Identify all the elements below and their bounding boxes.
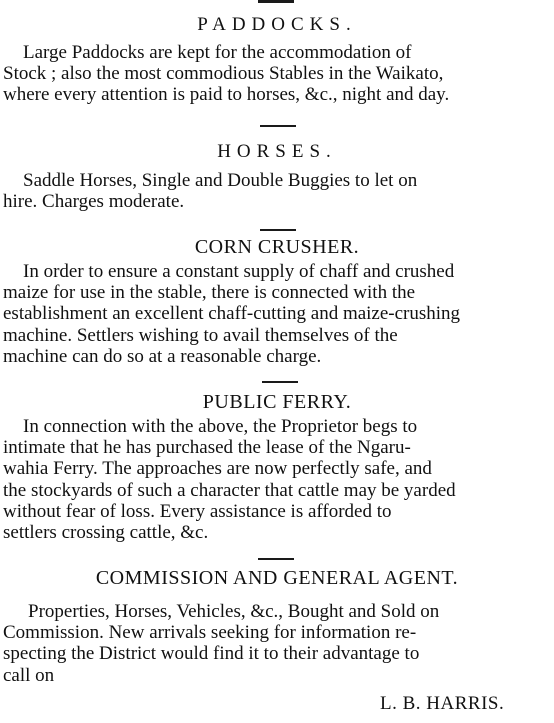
public-ferry-line: wahia Ferry. The approaches are now perfectly safe, and	[3, 458, 432, 480]
public-ferry-line: settlers crossing cattle, &c.	[3, 522, 209, 544]
commission-paragraph	[3, 601, 554, 686]
paddocks-line: where every attention is paid to horses, &c., night and day.	[3, 84, 450, 106]
section-divider	[262, 381, 298, 383]
corn-crusher-line: maize for use in the stable, there is connected with the	[3, 282, 416, 304]
paddocks-heading: PADDOCKS.	[197, 14, 357, 35]
top-divider	[258, 0, 294, 3]
paddocks-line: Large Paddocks are kept for the accommodation of	[23, 42, 412, 63]
section-divider	[260, 229, 296, 231]
commission-line: call on	[3, 664, 55, 686]
signature: L. B. HARRIS.	[380, 693, 505, 714]
public-ferry-line: In connection with the above, the Proprietor begs to	[23, 416, 418, 437]
corn-crusher-line: machine can do so at a reasonable charge.	[3, 345, 322, 367]
corn-crusher-line: establishment an excellent chaff-cutting and maize-crushing	[3, 303, 461, 325]
horses-paragraph	[3, 170, 554, 212]
commission-line: specting the District would find it to their advantage to	[3, 643, 420, 665]
corn-crusher-paragraph	[3, 261, 554, 367]
corn-crusher-heading: CORN CRUSHER.	[194, 236, 360, 258]
corn-crusher-line: machine. Settlers wishing to avail themselves of the	[3, 324, 398, 346]
public-ferry-line: without fear of loss. Every assistance is afforded to	[3, 500, 392, 522]
paddocks-line: Stock ; also the most commodious Stables in the Waikato,	[3, 63, 444, 85]
public-ferry-line: intimate that he has purchased the lease of the Ngaru-	[3, 437, 411, 459]
commission-heading: COMMISSION AND GENERAL AGENT.	[95, 567, 459, 589]
section-divider	[260, 125, 296, 127]
public-ferry-paragraph	[3, 416, 554, 543]
corn-crusher-line: In order to ensure a constant supply of chaff and crushed	[23, 261, 455, 282]
horses-heading: HORSES.	[217, 141, 337, 162]
commission-line: Commission. New arrivals seeking for information re-	[3, 622, 417, 644]
public-ferry-heading: PUBLIC FERRY.	[202, 391, 352, 413]
paddocks-paragraph	[3, 42, 554, 106]
section-divider	[258, 558, 294, 560]
horses-line: hire. Charges moderate.	[3, 191, 185, 213]
public-ferry-line: the stockyards of such a character that cattle may be yarded	[3, 479, 456, 501]
commission-line: Properties, Horses, Vehicles, &c., Bought and Sold on	[28, 601, 440, 622]
horses-line: Saddle Horses, Single and Double Buggies to let on	[23, 170, 418, 191]
